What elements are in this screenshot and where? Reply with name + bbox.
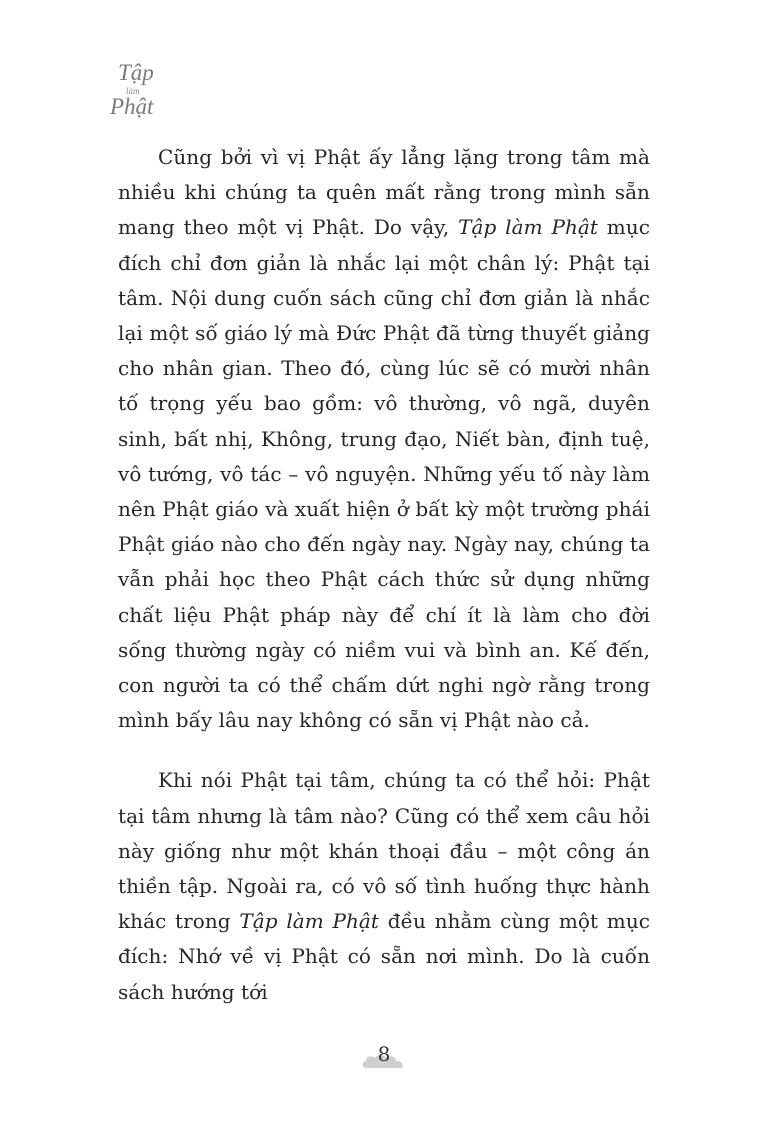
paragraph-2-text-end: đều nhằm cùng một mục đích: Nhớ về vị Phật có sẵn nơi mình. Do là cuốn sách hướng tới: [118, 909, 651, 1004]
logo-word-1: Tập: [118, 60, 154, 85]
logo-word-2: làm: [126, 86, 140, 96]
page-number-badge: [360, 1040, 408, 1074]
paragraph-1: [118, 140, 650, 738]
book-title-italic: Tập làm Phật: [239, 909, 379, 934]
paragraph-2: [118, 763, 650, 1009]
paragraph-1-text-start: Cũng bởi vì vị Phật ấy lẳng lặng trong tâm mà nhiều khi chúng ta quên mất rằng trong mình sẵn mang theo một vị Phật. Do vậy,: [118, 145, 650, 240]
paragraph-1-text-end: mục đích chỉ đơn giản là nhắc lại một chân lý: Phật tại tâm. Nội dung cuốn sách cũng chỉ đơn giản là nhắc lại một số giáo lý mà Đức Phật đã từng thuyết giảng cho nhân gian. Theo đó, cùng lúc sẽ có mười nhân tố trọng yếu bao gồm: vô thường, vô ngã, duyên sinh, bất nhị, Không, trung đạo, Niết bàn, định tuệ, vô tướng, vô tác – vô nguyện. Những yếu tố này làm nên Phật giáo và xuất hiện ở bất kỳ một trường phái Phật giáo nào cho đến ngày nay. Ngày nay, chúng ta vẫn phải học theo Phật cách thức sử dụng những chất liệu Phật pháp này để chí ít là làm cho đời sống thường ngày có niềm vui và bình an. Kế đến, con người ta có thể chấm dứt nghi ngờ rằng trong mình bấy lâu nay không có sẵn vị Phật nào cả.: [118, 215, 650, 733]
paragraph-2-text-start: Khi nói Phật tại tâm, chúng ta có thể hỏi: Phật tại tâm nhưng là tâm nào? Cũng có thể xem câu hỏi này giống như một khán thoại đầu – một công án thiền tập. Ngoài ra, có vô số tình huống thực hành khác trong: [118, 768, 650, 934]
book-title-logo-graphic: [104, 54, 164, 120]
book-title-logo: [104, 54, 164, 120]
page-number: 8: [377, 1042, 391, 1066]
body-text: [118, 140, 650, 1010]
logo-word-3: Phật: [110, 94, 154, 119]
book-title-italic: Tập làm Phật: [458, 215, 598, 240]
